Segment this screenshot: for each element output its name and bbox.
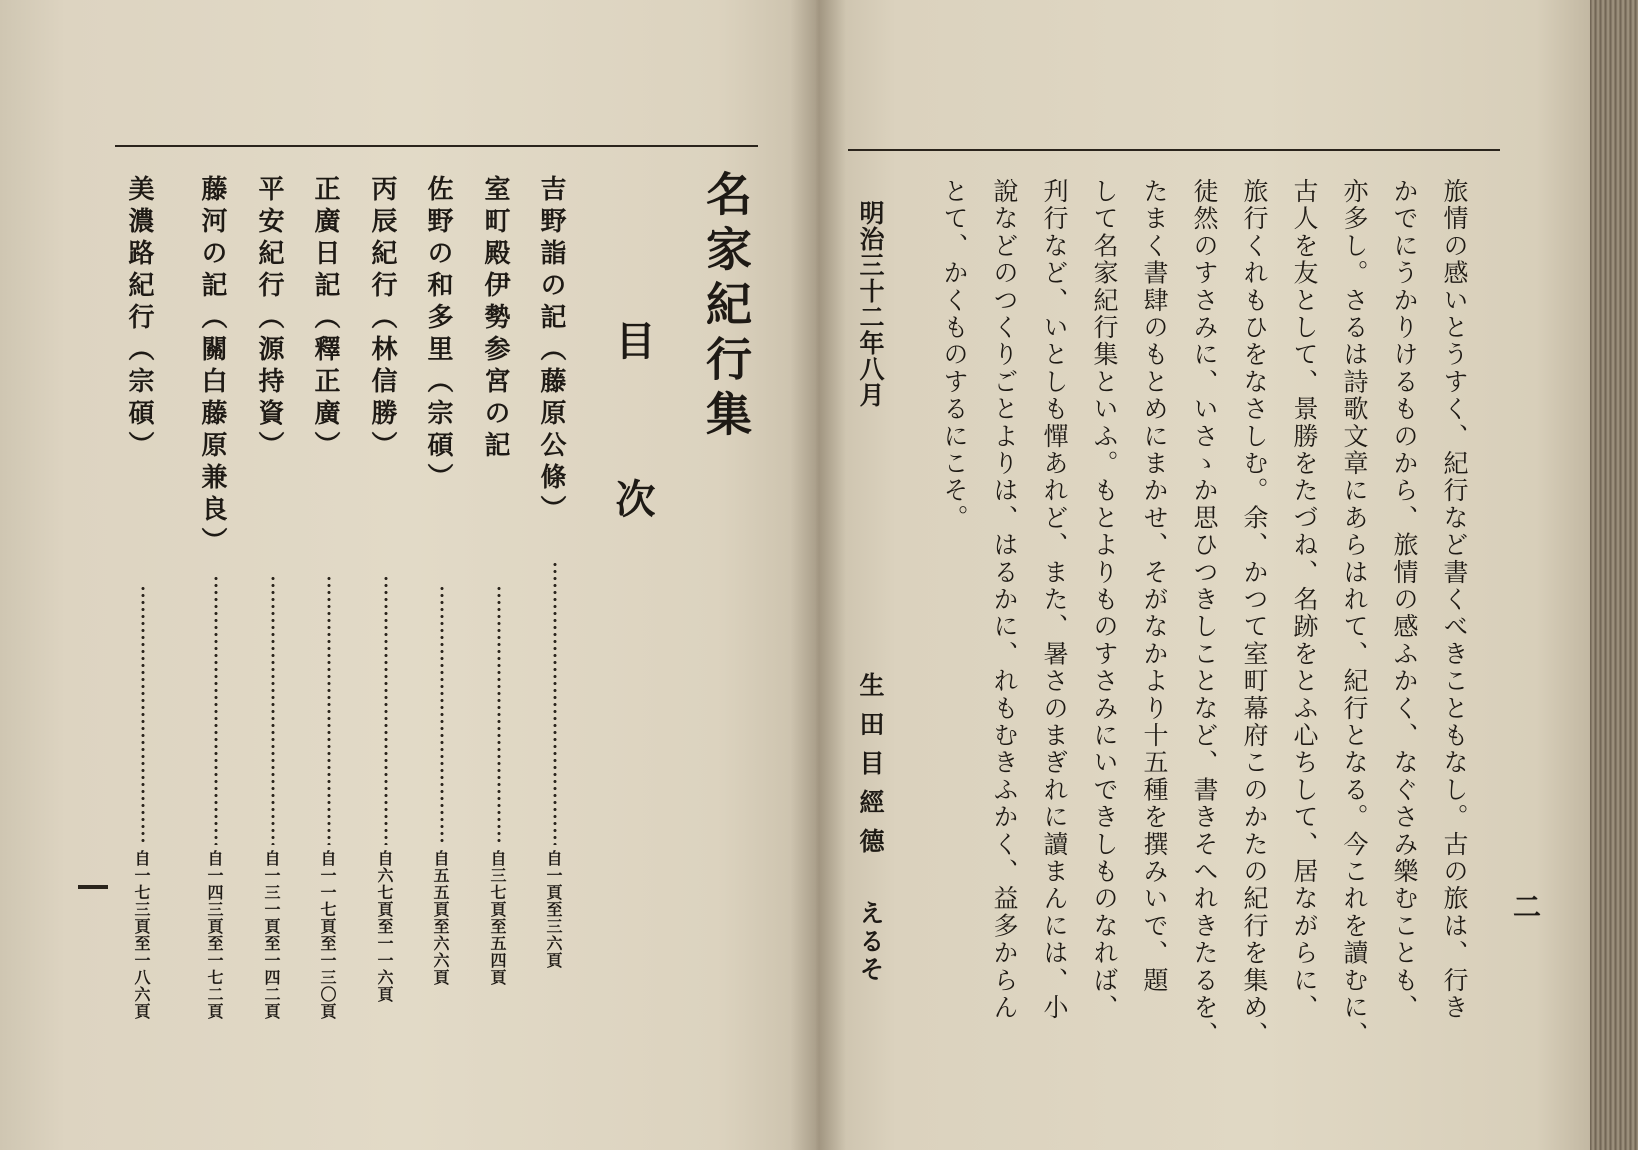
- preface-line: とて、かくものするにこそ。: [940, 178, 969, 532]
- toc-entry-title: 平安紀行（源持資）: [254, 175, 284, 463]
- top-rule-left: [115, 145, 758, 147]
- toc-entry-pages: 自一七三頁至一八六頁: [132, 850, 151, 1020]
- toc-leader-dots: [141, 585, 145, 845]
- page-number-left: [78, 885, 108, 889]
- toc-entry-pages: 自一三一頁至一四二頁: [262, 850, 281, 1020]
- book-gutter: [790, 0, 846, 1150]
- toc-leader-dots: [327, 575, 331, 845]
- left-page: [0, 0, 816, 1150]
- preface-line: 徒然のすさみに、いさゝか思ひつきしことなど、書きそへれきたるを、: [1190, 178, 1219, 1049]
- toc-entry-title: 室町殿伊勢参宮の記: [480, 175, 510, 463]
- contents-heading: 目次: [609, 320, 656, 636]
- toc-entry-pages: 自五五頁至六六頁: [431, 850, 450, 986]
- toc-entry-title: 佐野の和多里（宗碩）: [423, 175, 453, 495]
- toc-entry-pages: 自六七頁至一一六頁: [375, 850, 394, 1003]
- preface-line: かでにうかりけるものから、旅情の感ふかく、なぐさみ樂むことも、: [1390, 178, 1419, 1022]
- toc-entry[interactable]: [538, 175, 572, 1055]
- preface-line: 說などのつくりごとよりは、はるかに、れもむきふかく、益多からん: [990, 178, 1019, 1022]
- preface-date: 明治三十二年八月: [856, 200, 885, 408]
- toc-entry-title: 吉野詣の記（藤原公條）: [536, 175, 566, 527]
- toc-entry-pages: 自一頁至三六頁: [544, 850, 563, 969]
- toc-leader-dots: [497, 585, 501, 845]
- toc-entry[interactable]: [256, 175, 290, 1055]
- page-number-right: 二: [1509, 892, 1542, 920]
- toc-entry[interactable]: [312, 175, 346, 1055]
- toc-entry[interactable]: [425, 175, 459, 1055]
- toc-entry-title: 美濃路紀行（宗碩）: [124, 175, 154, 463]
- book-title: 名家紀行集: [699, 170, 753, 445]
- preface-line: 旅情の感いとうすく、紀行など書くべきこともなし。古の旅は、行き: [1440, 178, 1469, 1022]
- preface-line: して名家紀行集といふ。もとよりものすさみにいできしものなれば、: [1090, 178, 1119, 1022]
- toc-leader-dots: [384, 575, 388, 845]
- preface-line: 刋行など、いとしも憚あれど、また、暑さのまぎれに讀まんには、小: [1040, 178, 1069, 1022]
- preface-line: 旅行くれもひをなさしむ。余、かつて室町幕府このかたの紀行を集め、: [1240, 178, 1269, 1049]
- toc-entry-pages: 自三七頁至五四頁: [488, 850, 507, 986]
- top-rule-right: [848, 149, 1500, 151]
- toc-entry-title: 正廣日記（釋正廣）: [310, 175, 340, 463]
- toc-entry[interactable]: [482, 175, 516, 1055]
- toc-entry-title: 藤河の記（關白藤原兼良）: [197, 175, 227, 559]
- page-block-edge: [1590, 0, 1638, 1150]
- toc-leader-dots: [440, 585, 444, 845]
- toc-entry[interactable]: [126, 175, 160, 1055]
- toc-entry[interactable]: [369, 175, 403, 1055]
- preface-author-suffix: えるそ: [856, 900, 885, 984]
- toc-leader-dots: [553, 561, 557, 845]
- preface-line: 亦多し。さるは詩歌文章にあらはれて、紀行となる。今これを讀むに、: [1340, 178, 1369, 1049]
- toc-entry-title: 丙辰紀行（林信勝）: [367, 175, 397, 463]
- toc-entry-pages: 自一一七頁至一三〇頁: [318, 850, 337, 1020]
- toc-leader-dots: [214, 575, 218, 845]
- preface-line: たまく書肆のもとめにまかせ、そがなかより十五種を撰みいで、題: [1140, 178, 1169, 994]
- toc-leader-dots: [271, 575, 275, 845]
- toc-entry-pages: 自一四三頁至一七二頁: [205, 850, 224, 1020]
- toc-entry[interactable]: [199, 175, 233, 1055]
- preface-author: 生田目經德: [856, 672, 885, 867]
- preface-line: 古人を友として、景勝をたづね、名跡をとふ心ちして、居ながらに、: [1290, 178, 1319, 1022]
